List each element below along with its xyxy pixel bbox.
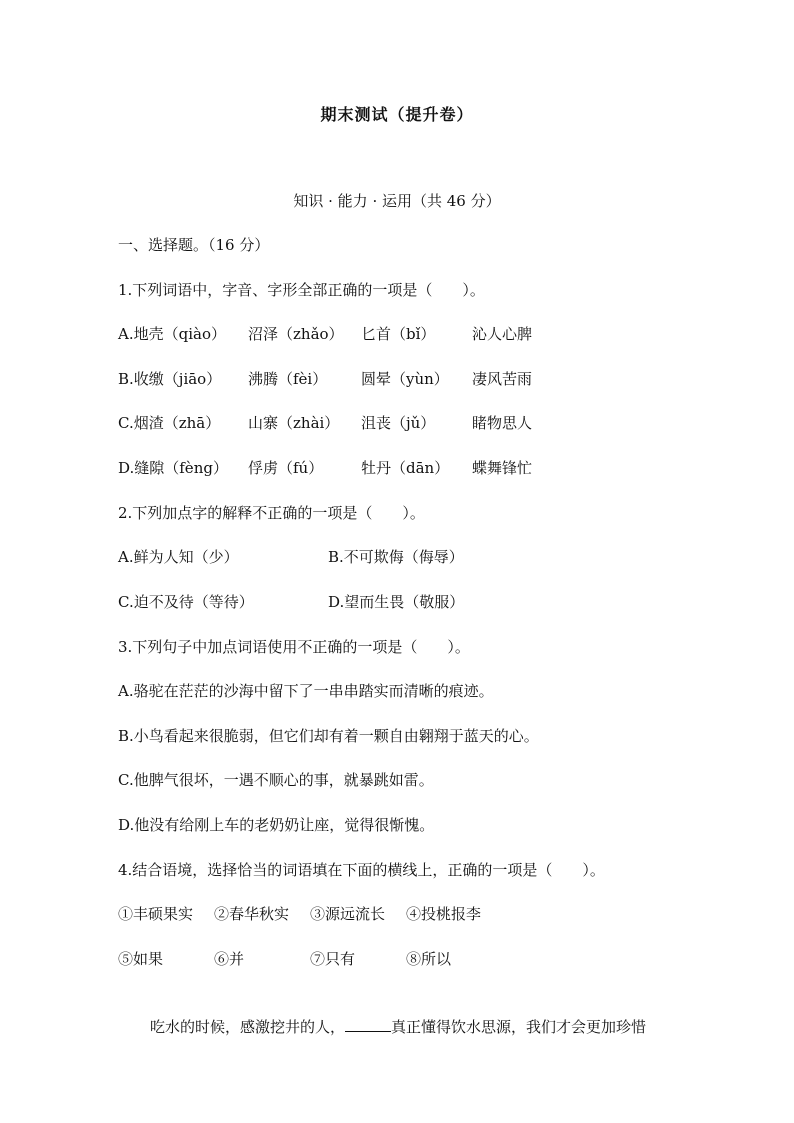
option-word: A.地壳（qiào） xyxy=(118,325,226,343)
question-2-options-ab xyxy=(118,546,718,568)
question-1-option-d xyxy=(118,457,718,479)
choice-word: ⑥并 xyxy=(214,950,245,968)
question-1-option-c xyxy=(118,412,718,434)
question-4-word-list-1 xyxy=(118,903,718,925)
option-word: 沼泽（zhǎo） xyxy=(248,325,344,343)
option-word: D.望而生畏（敬服） xyxy=(328,593,465,611)
question-4-passage xyxy=(150,1016,646,1038)
passage-text: 真正懂得饮水思源，我们才会更加珍惜 xyxy=(391,1018,647,1036)
option-word: C.迫不及待（等待） xyxy=(118,593,254,611)
option-word: 蝶舞锋忙 xyxy=(472,459,533,477)
question-3-stem: 3.下列句子中加点词语使用不正确的一项是（ ）。 xyxy=(118,638,470,656)
choice-word: ④投桃报李 xyxy=(406,905,482,923)
question-1-stem: 1.下列词语中，字音、字形全部正确的一项是（ ）。 xyxy=(118,281,485,299)
choice-word: ③源远流长 xyxy=(310,905,386,923)
option-word: 圆晕（yùn） xyxy=(361,370,449,388)
option-word: D.缝隙（fèng） xyxy=(118,459,228,477)
question-4-word-list-2 xyxy=(118,948,718,970)
option-word: 山寨（zhài） xyxy=(248,414,340,432)
question-2-stem: 2.下列加点字的解释不正确的一项是（ ）。 xyxy=(118,504,425,522)
question-1-option-a xyxy=(118,323,718,345)
question-4-stem: 4.结合语境，选择恰当的词语填在下面的横线上，正确的一项是（ ）。 xyxy=(118,861,605,879)
page-title: 期末测试（提升卷） xyxy=(320,105,474,124)
choice-word: ⑤如果 xyxy=(118,950,164,968)
question-1-option-b xyxy=(118,368,718,390)
question-2-options-cd xyxy=(118,591,718,613)
option-word: 俘虏（fú） xyxy=(248,459,324,477)
option-word: B.收缴（jiāo） xyxy=(118,370,222,388)
option-word: 凄风苦雨 xyxy=(472,370,533,388)
choice-word: ②春华秋实 xyxy=(214,905,290,923)
fill-blank[interactable] xyxy=(345,1017,391,1032)
option-word: C.烟渣（zhā） xyxy=(118,414,221,432)
question-3-option-b: B.小鸟看起来很脆弱，但它们却有着一颗自由翱翔于蓝天的心。 xyxy=(118,727,539,745)
section-heading: 知识 · 能力 · 运用（共 46 分） xyxy=(293,192,501,210)
option-word: A.鲜为人知（少） xyxy=(118,548,239,566)
option-word: B.不可欺侮（侮辱） xyxy=(328,548,464,566)
part-heading: 一、选择题。（16 分） xyxy=(118,236,270,254)
option-word: 牡丹（dān） xyxy=(361,459,450,477)
choice-word: ①丰硕果实 xyxy=(118,905,194,923)
question-3-option-d: D.他没有给刚上车的老奶奶让座，觉得很惭愧。 xyxy=(118,816,435,834)
question-3-option-a: A.骆驼在茫茫的沙海中留下了一串串踏实而清晰的痕迹。 xyxy=(118,682,494,700)
passage-text: 吃水的时候，感激挖井的人， xyxy=(150,1018,346,1036)
option-word: 沮丧（jǔ） xyxy=(361,414,436,432)
option-word: 匕首（bǐ） xyxy=(361,325,436,343)
option-word: 沸腾（fèi） xyxy=(248,370,328,388)
choice-word: ⑧所以 xyxy=(406,950,452,968)
question-3-option-c: C.他脾气很坏，一遇不顺心的事，就暴跳如雷。 xyxy=(118,771,434,789)
choice-word: ⑦只有 xyxy=(310,950,356,968)
option-word: 沁人心脾 xyxy=(472,325,533,343)
option-word: 睹物思人 xyxy=(472,414,533,432)
